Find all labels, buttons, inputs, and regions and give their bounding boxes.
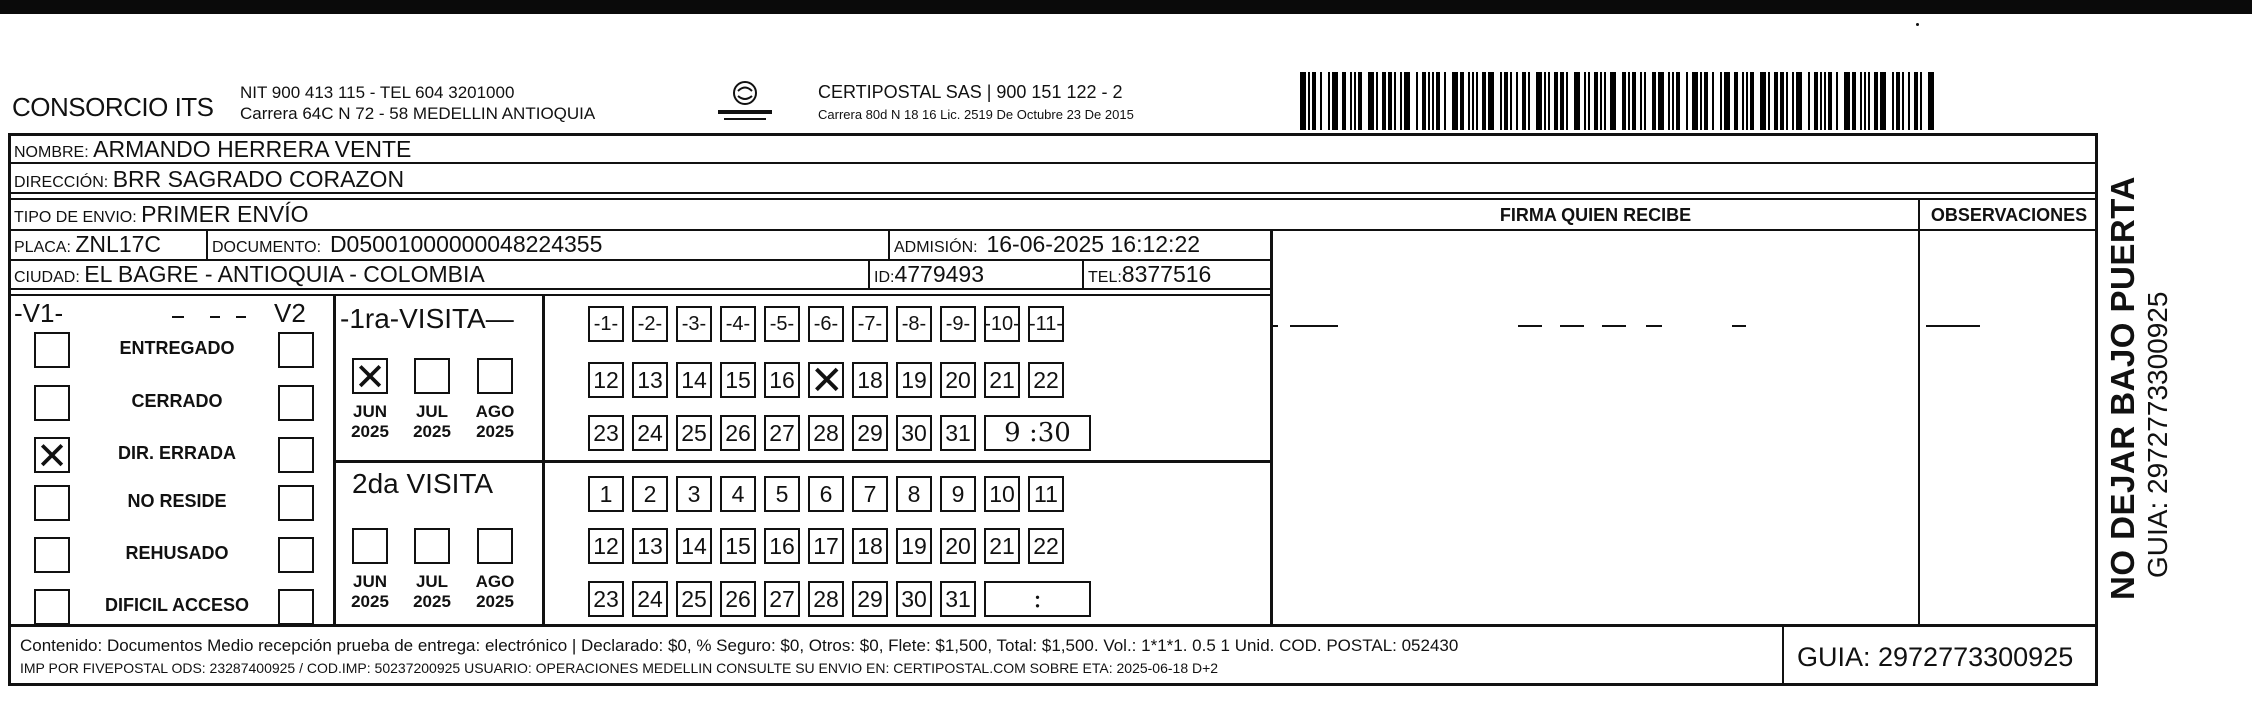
- barcode-bar: [1920, 72, 1922, 130]
- plate-value: ZNL17C: [75, 231, 162, 257]
- day-box[interactable]: 2: [632, 476, 668, 512]
- plate-label: PLACA:: [14, 239, 71, 256]
- barcode-bar: [1388, 72, 1392, 130]
- status-checkbox-v2[interactable]: [278, 537, 314, 573]
- barcode-bar: [1836, 72, 1838, 130]
- dash: [172, 316, 184, 318]
- status-label: DIR. ERRADA: [117, 443, 236, 463]
- barcode-bar: [1820, 72, 1822, 130]
- barcode-bar: [1300, 72, 1306, 130]
- status-checkbox-v1[interactable]: [34, 589, 70, 625]
- status-checkbox-v1[interactable]: [34, 537, 70, 573]
- barcode-bar: [1734, 72, 1738, 130]
- barcode-bar: [1742, 72, 1744, 130]
- month-checkbox[interactable]: [414, 358, 450, 394]
- barcode-bar: [1472, 72, 1474, 130]
- month-checkbox[interactable]: [477, 528, 513, 564]
- barcode-bar: [1342, 72, 1346, 130]
- month-label: AGO: [475, 572, 515, 591]
- month-year: 2025: [351, 592, 389, 611]
- barcode-bar: [1308, 72, 1310, 130]
- status-checkbox-v2[interactable]: [278, 332, 314, 368]
- dash: [1560, 325, 1584, 327]
- status-label: DIFICIL ACCESO: [104, 595, 249, 615]
- barcode-bar: [1628, 72, 1630, 130]
- barcode-bar: [1692, 72, 1698, 130]
- rule: [8, 198, 2098, 200]
- check-x-icon: ✕: [354, 355, 386, 399]
- barcode-bar: [1554, 72, 1558, 130]
- barcode-bar: [1444, 72, 1446, 130]
- barcode-bar: [1792, 72, 1794, 130]
- barcode-bar: [1892, 72, 1894, 130]
- address-value: BRR SAGRADO CORAZON: [112, 166, 405, 192]
- status-checkbox-v2[interactable]: [278, 437, 314, 473]
- barcode-bar: [1786, 72, 1788, 130]
- day-box[interactable]: 11: [1028, 476, 1064, 512]
- day-box[interactable]: 28: [808, 415, 844, 451]
- barcode-bar: [1482, 72, 1486, 130]
- day-box[interactable]: -2-: [632, 306, 668, 342]
- barcode: [1300, 72, 1940, 130]
- barcode-bar: [1394, 72, 1396, 130]
- day-box[interactable]: 31: [940, 415, 976, 451]
- day-box[interactable]: 23: [588, 415, 624, 451]
- barcode-bar: [1488, 72, 1494, 130]
- barcode-bar: [1504, 72, 1508, 130]
- barcode-bar: [1510, 72, 1512, 130]
- barcode-bar: [1382, 72, 1386, 130]
- status-label: REHUSADO: [125, 543, 229, 563]
- barcode-bar: [1750, 72, 1754, 130]
- day-box[interactable]: 30: [896, 415, 932, 451]
- day-box[interactable]: 20: [940, 528, 976, 564]
- time-box[interactable]: 9 :30: [984, 415, 1091, 451]
- plate-row: [14, 231, 161, 261]
- barcode-bar: [1676, 72, 1680, 130]
- barcode-bar: [1452, 72, 1458, 130]
- admission-label: ADMISIÓN:: [894, 239, 978, 256]
- month-label: JUN: [352, 402, 387, 421]
- barcode-bar: [1860, 72, 1862, 130]
- type-row: [14, 201, 309, 231]
- barcode-bar: [1852, 72, 1856, 130]
- month-label: AGO: [475, 402, 515, 421]
- day-box[interactable]: 24: [632, 415, 668, 451]
- month-checkbox[interactable]: [414, 528, 450, 564]
- status-checkbox-v2[interactable]: [278, 589, 314, 625]
- day-box[interactable]: 24: [632, 581, 668, 617]
- barcode-bar: [1768, 72, 1770, 130]
- day-box[interactable]: 17: [808, 528, 844, 564]
- v2-header: V2: [274, 298, 306, 328]
- barcode-bar: [1368, 72, 1374, 130]
- dash: [1732, 325, 1746, 327]
- month-checkbox[interactable]: [352, 355, 388, 399]
- id-value: 4779493: [894, 261, 984, 287]
- barcode-bar: [1404, 72, 1410, 130]
- barcode-bar: [1814, 72, 1818, 130]
- barcode-bar: [1560, 72, 1564, 130]
- barcode-bar: [1422, 72, 1426, 130]
- day-box[interactable]: -7-: [852, 306, 888, 342]
- barcode-bar: [1746, 72, 1748, 130]
- day-box[interactable]: -10-: [984, 306, 1020, 342]
- barcode-bar: [1536, 72, 1542, 130]
- no-dejar-bajo-puerta: NO DEJAR BAJO PUERTA: [2104, 176, 2141, 600]
- month-year: 2025: [476, 422, 514, 441]
- dash: [210, 316, 220, 318]
- barcode-bar: [1574, 72, 1580, 130]
- barcode-bar: [1720, 72, 1722, 130]
- carrier-line-2: Carrera 80d N 18 16 Lic. 2519 De Octubre 23 De 2015: [818, 107, 1134, 122]
- day-box[interactable]: -9-: [940, 306, 976, 342]
- day-box[interactable]: 3: [676, 476, 712, 512]
- day-box[interactable]: [808, 358, 844, 404]
- barcode-bar: [1468, 72, 1470, 130]
- day-box[interactable]: 16: [764, 362, 800, 398]
- day-box[interactable]: 19: [896, 362, 932, 398]
- barcode-bar: [1824, 72, 1826, 130]
- month-label: JUL: [415, 572, 449, 591]
- day-box[interactable]: 18: [852, 362, 888, 398]
- day-box[interactable]: 21: [984, 528, 1020, 564]
- day-box[interactable]: 8: [896, 476, 932, 512]
- day-box[interactable]: 15: [720, 362, 756, 398]
- dash: [1518, 325, 1542, 327]
- observations-column-header: OBSERVACIONES: [1930, 205, 2088, 225]
- barcode-bar: [1668, 72, 1670, 130]
- barcode-bar: [1780, 72, 1784, 130]
- dash: [1290, 325, 1338, 327]
- barcode-bar: [1312, 72, 1316, 130]
- day-box[interactable]: 6: [808, 476, 844, 512]
- day-box[interactable]: 27: [764, 581, 800, 617]
- name-value: ARMANDO HERRERA VENTE: [93, 136, 412, 162]
- company-info-1: NIT 900 413 115 - TEL 604 3201000: [240, 83, 515, 102]
- status-checkbox-v2[interactable]: [278, 385, 314, 421]
- month-checkbox[interactable]: [352, 528, 388, 564]
- barcode-bar: [1358, 72, 1362, 130]
- status-checkbox-v2[interactable]: [278, 485, 314, 521]
- barcode-bar: [1584, 72, 1586, 130]
- document-value: D05001000000048224355: [329, 231, 603, 257]
- footer-contents: Contenido: Documentos Medio recepción prueba de entrega: electrónico | Declarado: $0, % Seguro: $0, Otros: $0, Flete: $1,500, Total: $1,500. Vol.: 1*1*1. 0.5 1 Unid. COD. POSTAL: 052430: [20, 636, 1459, 655]
- tel-label: TEL:: [1088, 269, 1122, 286]
- day-box[interactable]: -6-: [808, 306, 844, 342]
- day-box[interactable]: 20: [940, 362, 976, 398]
- top-edge-band: [0, 0, 2252, 14]
- side-vertical-text: [2104, 176, 2174, 600]
- tel-row: [1088, 261, 1211, 291]
- status-label: NO RESIDE: [127, 491, 227, 511]
- barcode-bar: [1874, 72, 1878, 130]
- barcode-bar: [1652, 72, 1656, 130]
- observations-left-rule: [1918, 198, 1920, 625]
- day-box[interactable]: 5: [764, 476, 800, 512]
- rule: [206, 229, 208, 259]
- dash: [1602, 325, 1626, 327]
- barcode-bar: [1704, 72, 1708, 130]
- barcode-bar: [1828, 72, 1832, 130]
- barcode-bar: [1544, 72, 1546, 130]
- barcode-bar: [1796, 72, 1802, 130]
- dash: [1270, 325, 1278, 327]
- day-box[interactable]: 26: [720, 581, 756, 617]
- barcode-bar: [1548, 72, 1550, 130]
- rule: [8, 294, 1270, 296]
- barcode-bar: [1476, 72, 1478, 130]
- rule: [868, 259, 870, 289]
- barcode-bar: [1844, 72, 1850, 130]
- day-box[interactable]: -1-: [588, 306, 624, 342]
- month-year: 2025: [476, 592, 514, 611]
- barcode-bar: [1658, 72, 1664, 130]
- barcode-bar: [1354, 72, 1356, 130]
- barcode-bar: [1724, 72, 1730, 130]
- certipostal-logo-icon: [712, 78, 778, 128]
- day-box[interactable]: 27: [764, 415, 800, 451]
- rule: [1082, 259, 1084, 289]
- barcode-bar: [1868, 72, 1870, 130]
- day-box[interactable]: 22: [1028, 362, 1064, 398]
- tel-value: 8377516: [1121, 261, 1212, 287]
- barcode-bar: [1700, 72, 1702, 130]
- month-year: 2025: [413, 592, 451, 611]
- barcode-bar: [1808, 72, 1810, 130]
- status-checkbox-v1[interactable]: [34, 485, 70, 521]
- day-box[interactable]: 10: [984, 476, 1020, 512]
- status-label: ENTREGADO: [119, 338, 235, 358]
- dash: [236, 316, 246, 318]
- barcode-bar: [1594, 72, 1598, 130]
- document-row: [212, 231, 602, 261]
- barcode-bar: [1328, 72, 1330, 130]
- day-box[interactable]: 21: [984, 362, 1020, 398]
- day-box[interactable]: 18: [852, 528, 888, 564]
- day-box[interactable]: -4-: [720, 306, 756, 342]
- scan-speck: [1916, 23, 1919, 26]
- barcode-bar: [1672, 72, 1674, 130]
- barcode-bar: [1896, 72, 1900, 130]
- barcode-bar: [1432, 72, 1434, 130]
- barcode-bar: [1622, 72, 1626, 130]
- footer-rule: [8, 624, 2098, 627]
- day-box[interactable]: 14: [676, 362, 712, 398]
- day-box[interactable]: -8-: [896, 306, 932, 342]
- status-checkbox-v1[interactable]: [34, 332, 70, 368]
- barcode-bar: [1864, 72, 1866, 130]
- barcode-bar: [1712, 72, 1714, 130]
- month-year: 2025: [351, 422, 389, 441]
- barcode-bar: [1686, 72, 1688, 130]
- day-box[interactable]: 7: [852, 476, 888, 512]
- barcode-bar: [1588, 72, 1590, 130]
- barcode-bar: [1528, 72, 1530, 130]
- month-label: JUL: [415, 402, 449, 421]
- footer-divider: [1782, 627, 1784, 686]
- side-guia: GUIA: 2972773300925: [2142, 291, 2173, 578]
- admission-value: 16-06-2025 16:12:22: [986, 231, 1201, 257]
- day-box[interactable]: 25: [676, 415, 712, 451]
- day-box[interactable]: 16: [764, 528, 800, 564]
- day-box[interactable]: -11-: [1028, 306, 1064, 342]
- day-box[interactable]: 14: [676, 528, 712, 564]
- second-visit-title: 2da VISITA: [352, 468, 494, 499]
- document-label: DOCUMENTO:: [212, 239, 322, 256]
- day-box[interactable]: 9: [940, 476, 976, 512]
- barcode-bar: [1500, 72, 1502, 130]
- barcode-bar: [1516, 72, 1518, 130]
- signature-column-header: FIRMA QUIEN RECIBE: [1499, 205, 1692, 225]
- first-visit-title: -1ra-VISITA—: [340, 303, 514, 334]
- barcode-bar: [1522, 72, 1526, 130]
- day-box[interactable]: 4: [720, 476, 756, 512]
- barcode-bar: [1632, 72, 1636, 130]
- day-box[interactable]: 31: [940, 581, 976, 617]
- barcode-bar: [1600, 72, 1602, 130]
- barcode-bar: [1610, 72, 1616, 130]
- barcode-bar: [1332, 72, 1338, 130]
- city-value: EL BAGRE - ANTIOQUIA - COLOMBIA: [84, 261, 485, 287]
- barcode-bar: [1774, 72, 1778, 130]
- day-box[interactable]: -5-: [764, 306, 800, 342]
- day-box[interactable]: 25: [676, 581, 712, 617]
- month-year: 2025: [413, 422, 451, 441]
- barcode-bar: [1760, 72, 1766, 130]
- admission-row: [894, 231, 1200, 261]
- day-check-x-icon: ✕: [810, 358, 844, 404]
- signature-left-rule: [1270, 229, 1273, 625]
- day-box[interactable]: 15: [720, 528, 756, 564]
- day-box[interactable]: 23: [588, 581, 624, 617]
- barcode-bar: [1460, 72, 1464, 130]
- barcode-bar: [1436, 72, 1440, 130]
- company-info-2: Carrera 64C N 72 - 58 MEDELLIN ANTIOQUIA: [240, 104, 596, 123]
- name-row: [14, 136, 411, 166]
- id-row: [874, 261, 984, 291]
- barcode-bar: [1350, 72, 1352, 130]
- barcode-bar: [1902, 72, 1904, 130]
- footer-guia: GUIA: 2972773300925: [1797, 642, 2074, 672]
- barcode-bar: [1914, 72, 1918, 130]
- day-box[interactable]: 22: [1028, 528, 1064, 564]
- address-label: DIRECCIÓN:: [14, 174, 109, 191]
- status-label: CERRADO: [131, 391, 223, 411]
- day-box[interactable]: 13: [632, 362, 668, 398]
- barcode-bar: [1428, 72, 1430, 130]
- status-checkbox-v1[interactable]: [34, 434, 70, 478]
- month-label: JUN: [352, 572, 387, 591]
- barcode-bar: [1644, 72, 1646, 130]
- barcode-bar: [1604, 72, 1606, 130]
- status-checkbox-v1[interactable]: [34, 385, 70, 421]
- barcode-bar: [1416, 72, 1418, 130]
- day-box[interactable]: 28: [808, 581, 844, 617]
- city-row: [14, 261, 485, 291]
- city-label: CIUDAD:: [14, 269, 80, 286]
- dash: [1926, 325, 1980, 327]
- check-x-icon: ✕: [36, 434, 68, 478]
- day-box[interactable]: 30: [896, 581, 932, 617]
- day-box[interactable]: 13: [632, 528, 668, 564]
- day-box[interactable]: 19: [896, 528, 932, 564]
- type-value: PRIMER ENVÍO: [141, 201, 309, 227]
- footer-print-info: IMP POR FIVEPOSTAL ODS: 23287400925 / COD.IMP: 50237200925 USUARIO: OPERACIONES MEDELLIN CONSULTE SU ENVIO EN: CERTIPOSTAL.COM SOBRE ETA: 2025-06-18 D+2: [20, 660, 1219, 676]
- address-row: [14, 166, 404, 196]
- barcode-bar: [1320, 72, 1322, 130]
- barcode-bar: [1376, 72, 1378, 130]
- barcode-bar: [1880, 72, 1886, 130]
- barcode-bar: [1640, 72, 1642, 130]
- month-checkbox[interactable]: [477, 358, 513, 394]
- dash: [1646, 325, 1662, 327]
- type-label: TIPO DE ENVIO:: [14, 209, 137, 226]
- day-box[interactable]: 29: [852, 581, 888, 617]
- barcode-bar: [1928, 72, 1934, 130]
- day-box[interactable]: 29: [852, 415, 888, 451]
- time-box[interactable]: :: [984, 581, 1091, 617]
- carrier-line-1: CERTIPOSTAL SAS | 900 151 122 - 2: [818, 82, 1123, 102]
- v1-header: -V1-: [14, 298, 64, 328]
- company-name: CONSORCIO ITS: [12, 92, 214, 122]
- rule: [888, 229, 890, 259]
- day-box[interactable]: 12: [588, 528, 624, 564]
- name-label: NOMBRE:: [14, 144, 89, 161]
- visit-divider: [336, 460, 1272, 463]
- day-box[interactable]: 1: [588, 476, 624, 512]
- barcode-bar: [1566, 72, 1568, 130]
- day-box[interactable]: 12: [588, 362, 624, 398]
- barcode-bar: [1400, 72, 1402, 130]
- barcode-bar: [1908, 72, 1910, 130]
- id-label: ID:: [874, 269, 895, 286]
- day-box[interactable]: 26: [720, 415, 756, 451]
- day-box[interactable]: -3-: [676, 306, 712, 342]
